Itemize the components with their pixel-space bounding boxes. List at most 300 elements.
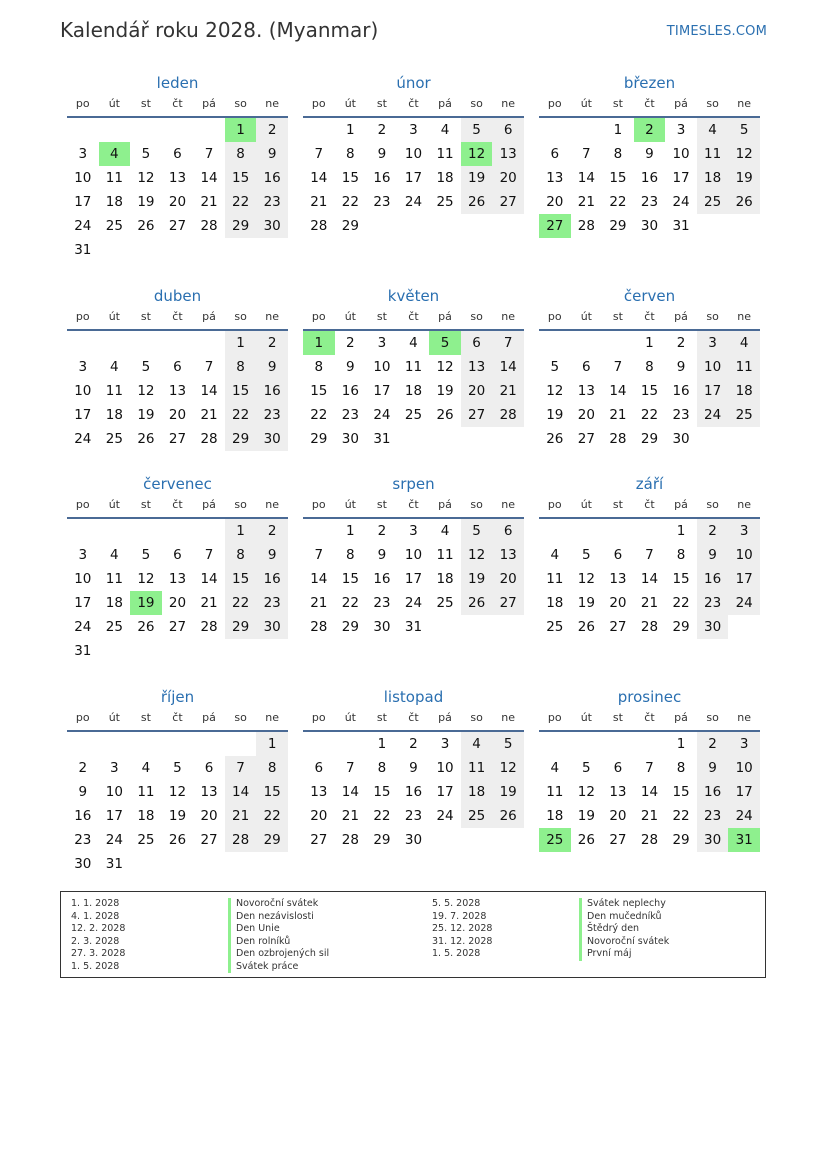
weekend-day[interactable]: 16 [697, 567, 729, 591]
day-cell[interactable]: 12 [546, 383, 564, 399]
day-cell[interactable]: 6 [582, 359, 591, 375]
day-cell[interactable]: 12 [168, 784, 187, 800]
day-cell[interactable]: 28 [310, 218, 328, 234]
day-cell[interactable]: 10 [373, 359, 391, 375]
day-cell[interactable]: 19 [577, 808, 595, 824]
weekend-day[interactable]: 9 [697, 756, 729, 780]
day-cell[interactable]: 18 [105, 194, 123, 210]
weekend-day[interactable]: 2 [697, 732, 729, 756]
day-cell[interactable]: 1 [346, 523, 355, 539]
weekend-day[interactable]: 29 [256, 828, 288, 852]
day-cell[interactable]: 28 [310, 619, 328, 635]
day-cell[interactable]: 18 [546, 595, 564, 611]
day-cell[interactable]: 31 [74, 242, 92, 258]
day-cell[interactable]: 8 [346, 146, 355, 162]
weekend-day[interactable]: 11 [461, 756, 493, 780]
day-cell[interactable]: 26 [436, 407, 454, 423]
day-cell[interactable]: 11 [105, 383, 123, 399]
day-cell[interactable]: 24 [74, 431, 92, 447]
weekend-day[interactable]: 8 [225, 142, 257, 166]
weekend-day[interactable]: 8 [225, 543, 257, 567]
day-cell[interactable]: 22 [341, 595, 359, 611]
weekend-day[interactable]: 8 [225, 355, 257, 379]
weekend-day[interactable]: 15 [225, 379, 257, 403]
day-cell[interactable]: 28 [200, 431, 218, 447]
weekend-day[interactable]: 15 [225, 166, 257, 190]
weekend-day[interactable]: 5 [461, 519, 493, 543]
holiday-day[interactable]: 19 [130, 591, 162, 615]
day-cell[interactable]: 12 [577, 571, 595, 587]
day-cell[interactable]: 27 [609, 619, 627, 635]
day-cell[interactable]: 30 [404, 832, 423, 848]
day-cell[interactable]: 27 [168, 218, 187, 234]
day-cell[interactable]: 13 [168, 170, 187, 186]
day-cell[interactable]: 14 [577, 170, 595, 186]
day-cell[interactable]: 23 [341, 407, 359, 423]
weekend-day[interactable]: 3 [728, 732, 760, 756]
weekend-day[interactable]: 19 [728, 166, 760, 190]
weekend-day[interactable]: 22 [225, 591, 257, 615]
day-cell[interactable]: 19 [168, 808, 187, 824]
day-cell[interactable]: 11 [137, 784, 155, 800]
day-cell[interactable]: 1 [377, 736, 387, 752]
weekend-day[interactable]: 1 [225, 331, 257, 355]
day-cell[interactable]: 25 [404, 407, 423, 423]
weekend-day[interactable]: 14 [492, 355, 524, 379]
day-cell[interactable]: 3 [676, 122, 686, 138]
holiday-day[interactable]: 1 [303, 331, 335, 355]
holiday-day[interactable]: 25 [539, 828, 571, 852]
weekend-day[interactable]: 26 [461, 190, 493, 214]
weekend-day[interactable]: 25 [728, 403, 760, 427]
day-cell[interactable]: 27 [200, 832, 218, 848]
day-cell[interactable]: 31 [105, 856, 123, 872]
day-cell[interactable]: 26 [137, 619, 155, 635]
day-cell[interactable]: 13 [546, 170, 564, 186]
day-cell[interactable]: 17 [74, 595, 92, 611]
day-cell[interactable]: 31 [404, 619, 423, 635]
weekend-day[interactable]: 12 [728, 142, 760, 166]
day-cell[interactable]: 18 [105, 595, 123, 611]
day-cell[interactable]: 14 [200, 383, 218, 399]
day-cell[interactable]: 13 [200, 784, 218, 800]
weekend-day[interactable]: 6 [492, 118, 524, 142]
day-cell[interactable]: 11 [436, 547, 454, 563]
day-cell[interactable]: 26 [577, 832, 595, 848]
weekend-day[interactable]: 30 [256, 427, 288, 451]
weekend-day[interactable]: 3 [697, 331, 729, 355]
day-cell[interactable]: 5 [550, 359, 560, 375]
day-cell[interactable]: 20 [168, 407, 187, 423]
weekend-day[interactable]: 25 [697, 190, 729, 214]
day-cell[interactable]: 1 [346, 122, 355, 138]
day-cell[interactable]: 10 [404, 547, 423, 563]
weekend-day[interactable]: 2 [256, 118, 288, 142]
weekend-day[interactable]: 22 [225, 403, 257, 427]
day-cell[interactable]: 29 [373, 832, 391, 848]
day-cell[interactable]: 2 [346, 335, 355, 351]
day-cell[interactable]: 20 [168, 194, 187, 210]
day-cell[interactable]: 14 [640, 784, 659, 800]
day-cell[interactable]: 21 [200, 595, 218, 611]
day-cell[interactable]: 19 [137, 194, 155, 210]
day-cell[interactable]: 20 [310, 808, 328, 824]
day-cell[interactable]: 29 [672, 619, 690, 635]
day-cell[interactable]: 28 [609, 431, 627, 447]
weekend-day[interactable]: 19 [461, 166, 493, 190]
day-cell[interactable]: 8 [346, 547, 355, 563]
day-cell[interactable]: 28 [640, 619, 659, 635]
holiday-day[interactable]: 1 [225, 118, 257, 142]
day-cell[interactable]: 13 [310, 784, 328, 800]
day-cell[interactable]: 10 [672, 146, 690, 162]
weekend-day[interactable]: 3 [728, 519, 760, 543]
weekend-day[interactable]: 20 [492, 166, 524, 190]
day-cell[interactable]: 2 [409, 736, 418, 752]
weekend-day[interactable]: 30 [697, 828, 729, 852]
day-cell[interactable]: 4 [110, 359, 119, 375]
day-cell[interactable]: 9 [645, 146, 654, 162]
day-cell[interactable]: 26 [137, 218, 155, 234]
weekend-day[interactable]: 2 [697, 519, 729, 543]
day-cell[interactable]: 10 [436, 760, 454, 776]
weekend-day[interactable]: 5 [492, 732, 524, 756]
day-cell[interactable]: 10 [74, 170, 92, 186]
holiday-day[interactable]: 31 [728, 828, 760, 852]
weekend-day[interactable]: 24 [728, 591, 760, 615]
day-cell[interactable]: 24 [436, 808, 454, 824]
day-cell[interactable]: 19 [546, 407, 564, 423]
day-cell[interactable]: 18 [137, 808, 155, 824]
day-cell[interactable]: 9 [676, 359, 686, 375]
day-cell[interactable]: 3 [440, 736, 450, 752]
weekend-day[interactable]: 16 [256, 567, 288, 591]
day-cell[interactable]: 16 [404, 784, 423, 800]
day-cell[interactable]: 24 [74, 218, 92, 234]
weekend-day[interactable]: 19 [492, 780, 524, 804]
weekend-day[interactable]: 24 [728, 804, 760, 828]
day-cell[interactable]: 1 [645, 335, 654, 351]
day-cell[interactable]: 13 [168, 571, 187, 587]
weekend-day[interactable]: 22 [256, 804, 288, 828]
weekend-day[interactable]: 16 [256, 166, 288, 190]
day-cell[interactable]: 20 [577, 407, 595, 423]
weekend-day[interactable]: 27 [492, 190, 524, 214]
weekend-day[interactable]: 14 [225, 780, 257, 804]
day-cell[interactable]: 2 [377, 122, 387, 138]
day-cell[interactable]: 25 [105, 431, 123, 447]
day-cell[interactable]: 8 [676, 547, 686, 563]
weekend-day[interactable]: 18 [728, 379, 760, 403]
day-cell[interactable]: 15 [672, 571, 690, 587]
day-cell[interactable]: 23 [672, 407, 690, 423]
day-cell[interactable]: 18 [546, 808, 564, 824]
day-cell[interactable]: 14 [310, 571, 328, 587]
day-cell[interactable]: 21 [341, 808, 359, 824]
weekend-day[interactable]: 29 [225, 615, 257, 639]
weekend-day[interactable]: 17 [697, 379, 729, 403]
day-cell[interactable]: 16 [640, 170, 659, 186]
weekend-day[interactable]: 29 [225, 214, 257, 238]
weekend-day[interactable]: 8 [256, 756, 288, 780]
weekend-day[interactable]: 10 [728, 543, 760, 567]
weekend-day[interactable]: 15 [225, 567, 257, 591]
day-cell[interactable]: 31 [373, 431, 391, 447]
day-cell[interactable]: 19 [436, 383, 454, 399]
day-cell[interactable]: 1 [613, 122, 623, 138]
day-cell[interactable]: 10 [74, 383, 92, 399]
day-cell[interactable]: 21 [609, 407, 627, 423]
day-cell[interactable]: 26 [168, 832, 187, 848]
weekend-day[interactable]: 20 [492, 567, 524, 591]
weekend-day[interactable]: 28 [225, 828, 257, 852]
day-cell[interactable]: 17 [404, 170, 423, 186]
day-cell[interactable]: 15 [609, 170, 627, 186]
day-cell[interactable]: 16 [74, 808, 92, 824]
day-cell[interactable]: 28 [341, 832, 359, 848]
day-cell[interactable]: 8 [377, 760, 387, 776]
weekend-day[interactable]: 29 [225, 427, 257, 451]
day-cell[interactable]: 8 [314, 359, 324, 375]
weekend-day[interactable]: 16 [256, 379, 288, 403]
weekend-day[interactable]: 4 [461, 732, 493, 756]
day-cell[interactable]: 17 [74, 194, 92, 210]
weekend-day[interactable]: 11 [697, 142, 729, 166]
day-cell[interactable]: 22 [672, 595, 690, 611]
day-cell[interactable]: 17 [74, 407, 92, 423]
day-cell[interactable]: 24 [105, 832, 123, 848]
day-cell[interactable]: 4 [440, 523, 450, 539]
weekend-day[interactable]: 9 [256, 142, 288, 166]
day-cell[interactable]: 22 [609, 194, 627, 210]
day-cell[interactable]: 3 [409, 523, 418, 539]
weekend-day[interactable]: 9 [256, 543, 288, 567]
weekend-day[interactable]: 12 [492, 756, 524, 780]
day-cell[interactable]: 29 [640, 431, 659, 447]
weekend-day[interactable]: 2 [256, 331, 288, 355]
day-cell[interactable]: 20 [609, 808, 627, 824]
weekend-day[interactable]: 23 [256, 190, 288, 214]
day-cell[interactable]: 14 [640, 571, 659, 587]
day-cell[interactable]: 6 [173, 547, 182, 563]
day-cell[interactable]: 2 [377, 523, 387, 539]
day-cell[interactable]: 11 [546, 571, 564, 587]
day-cell[interactable]: 11 [105, 571, 123, 587]
day-cell[interactable]: 3 [78, 146, 88, 162]
day-cell[interactable]: 7 [613, 359, 623, 375]
day-cell[interactable]: 18 [436, 170, 454, 186]
weekend-day[interactable]: 6 [461, 331, 493, 355]
day-cell[interactable]: 21 [310, 194, 328, 210]
day-cell[interactable]: 17 [436, 784, 454, 800]
day-cell[interactable]: 3 [110, 760, 119, 776]
weekend-day[interactable]: 6 [492, 519, 524, 543]
day-cell[interactable]: 20 [168, 595, 187, 611]
weekend-day[interactable]: 18 [697, 166, 729, 190]
day-cell[interactable]: 9 [377, 146, 387, 162]
day-cell[interactable]: 7 [314, 547, 324, 563]
day-cell[interactable]: 23 [404, 808, 423, 824]
weekend-day[interactable]: 13 [461, 355, 493, 379]
weekend-day[interactable]: 20 [461, 379, 493, 403]
day-cell[interactable]: 25 [546, 619, 564, 635]
weekend-day[interactable]: 16 [697, 780, 729, 804]
day-cell[interactable]: 4 [440, 122, 450, 138]
day-cell[interactable]: 3 [377, 335, 387, 351]
day-cell[interactable]: 22 [310, 407, 328, 423]
day-cell[interactable]: 4 [141, 760, 151, 776]
day-cell[interactable]: 15 [640, 383, 659, 399]
day-cell[interactable]: 13 [609, 571, 627, 587]
day-cell[interactable]: 27 [577, 431, 595, 447]
day-cell[interactable]: 30 [341, 431, 359, 447]
weekend-day[interactable]: 4 [697, 118, 729, 142]
weekend-day[interactable]: 19 [461, 567, 493, 591]
day-cell[interactable]: 22 [341, 194, 359, 210]
day-cell[interactable]: 12 [137, 383, 155, 399]
weekend-day[interactable]: 30 [256, 615, 288, 639]
day-cell[interactable]: 18 [436, 571, 454, 587]
weekend-day[interactable]: 30 [697, 615, 729, 639]
day-cell[interactable]: 11 [105, 170, 123, 186]
weekend-day[interactable]: 23 [697, 591, 729, 615]
day-cell[interactable]: 9 [346, 359, 355, 375]
day-cell[interactable]: 23 [373, 595, 391, 611]
day-cell[interactable]: 7 [204, 359, 214, 375]
day-cell[interactable]: 26 [546, 431, 564, 447]
day-cell[interactable]: 16 [373, 571, 391, 587]
day-cell[interactable]: 21 [310, 595, 328, 611]
weekend-day[interactable]: 17 [728, 567, 760, 591]
day-cell[interactable]: 23 [74, 832, 92, 848]
day-cell[interactable]: 6 [550, 146, 560, 162]
day-cell[interactable]: 16 [672, 383, 690, 399]
day-cell[interactable]: 16 [373, 170, 391, 186]
day-cell[interactable]: 7 [346, 760, 355, 776]
weekend-day[interactable]: 23 [256, 591, 288, 615]
day-cell[interactable]: 25 [436, 595, 454, 611]
brand-link[interactable]: TIMESLES.COM [666, 24, 767, 39]
weekend-day[interactable]: 21 [225, 804, 257, 828]
day-cell[interactable]: 11 [436, 146, 454, 162]
day-cell[interactable]: 8 [676, 760, 686, 776]
day-cell[interactable]: 3 [409, 122, 418, 138]
day-cell[interactable]: 22 [640, 407, 659, 423]
day-cell[interactable]: 12 [137, 170, 155, 186]
day-cell[interactable]: 30 [373, 619, 391, 635]
day-cell[interactable]: 30 [640, 218, 659, 234]
day-cell[interactable]: 28 [200, 619, 218, 635]
day-cell[interactable]: 31 [672, 218, 690, 234]
day-cell[interactable]: 7 [204, 547, 214, 563]
weekend-day[interactable]: 22 [225, 190, 257, 214]
weekend-day[interactable]: 18 [461, 780, 493, 804]
day-cell[interactable]: 24 [672, 194, 690, 210]
day-cell[interactable]: 23 [373, 194, 391, 210]
weekend-day[interactable]: 21 [492, 379, 524, 403]
weekend-day[interactable]: 30 [256, 214, 288, 238]
day-cell[interactable]: 15 [310, 383, 328, 399]
day-cell[interactable]: 12 [577, 784, 595, 800]
weekend-day[interactable]: 12 [461, 543, 493, 567]
day-cell[interactable]: 21 [640, 595, 659, 611]
day-cell[interactable]: 26 [137, 431, 155, 447]
day-cell[interactable]: 9 [377, 547, 387, 563]
day-cell[interactable]: 28 [577, 218, 595, 234]
day-cell[interactable]: 12 [137, 571, 155, 587]
day-cell[interactable]: 23 [640, 194, 659, 210]
day-cell[interactable]: 9 [409, 760, 418, 776]
day-cell[interactable]: 14 [200, 170, 218, 186]
weekend-day[interactable]: 24 [697, 403, 729, 427]
day-cell[interactable]: 17 [672, 170, 690, 186]
day-cell[interactable]: 27 [168, 619, 187, 635]
weekend-day[interactable]: 23 [256, 403, 288, 427]
weekend-day[interactable]: 9 [256, 355, 288, 379]
day-cell[interactable]: 5 [141, 359, 151, 375]
day-cell[interactable]: 21 [640, 808, 659, 824]
weekend-day[interactable]: 26 [492, 804, 524, 828]
weekend-day[interactable]: 13 [492, 142, 524, 166]
day-cell[interactable]: 15 [341, 571, 359, 587]
weekend-day[interactable]: 7 [492, 331, 524, 355]
holiday-day[interactable]: 5 [429, 331, 461, 355]
day-cell[interactable]: 10 [404, 146, 423, 162]
day-cell[interactable]: 29 [672, 832, 690, 848]
day-cell[interactable]: 11 [404, 359, 423, 375]
weekend-day[interactable]: 5 [461, 118, 493, 142]
day-cell[interactable]: 2 [78, 760, 88, 776]
day-cell[interactable]: 5 [141, 547, 151, 563]
day-cell[interactable]: 14 [609, 383, 627, 399]
holiday-day[interactable]: 12 [461, 142, 493, 166]
day-cell[interactable]: 4 [550, 547, 560, 563]
day-cell[interactable]: 28 [200, 218, 218, 234]
weekend-day[interactable]: 9 [697, 543, 729, 567]
holiday-day[interactable]: 2 [634, 118, 666, 142]
day-cell[interactable]: 25 [137, 832, 155, 848]
day-cell[interactable]: 17 [373, 383, 391, 399]
day-cell[interactable]: 4 [409, 335, 418, 351]
day-cell[interactable]: 24 [404, 194, 423, 210]
day-cell[interactable]: 20 [546, 194, 564, 210]
day-cell[interactable]: 10 [105, 784, 123, 800]
weekend-day[interactable]: 23 [697, 804, 729, 828]
day-cell[interactable]: 14 [200, 571, 218, 587]
day-cell[interactable]: 25 [105, 619, 123, 635]
day-cell[interactable]: 22 [672, 808, 690, 824]
weekend-day[interactable]: 26 [728, 190, 760, 214]
day-cell[interactable]: 21 [577, 194, 595, 210]
day-cell[interactable]: 24 [373, 407, 391, 423]
day-cell[interactable]: 6 [613, 547, 623, 563]
weekend-day[interactable]: 13 [492, 543, 524, 567]
day-cell[interactable]: 27 [168, 431, 187, 447]
holiday-day[interactable]: 27 [539, 214, 571, 238]
day-cell[interactable]: 14 [310, 170, 328, 186]
weekend-day[interactable]: 28 [492, 403, 524, 427]
day-cell[interactable]: 20 [609, 595, 627, 611]
weekend-day[interactable]: 26 [461, 591, 493, 615]
day-cell[interactable]: 7 [645, 547, 654, 563]
day-cell[interactable]: 28 [640, 832, 659, 848]
day-cell[interactable]: 1 [676, 523, 686, 539]
day-cell[interactable]: 25 [436, 194, 454, 210]
day-cell[interactable]: 4 [110, 547, 119, 563]
day-cell[interactable]: 3 [78, 547, 88, 563]
day-cell[interactable]: 15 [672, 784, 690, 800]
day-cell[interactable]: 18 [404, 383, 423, 399]
